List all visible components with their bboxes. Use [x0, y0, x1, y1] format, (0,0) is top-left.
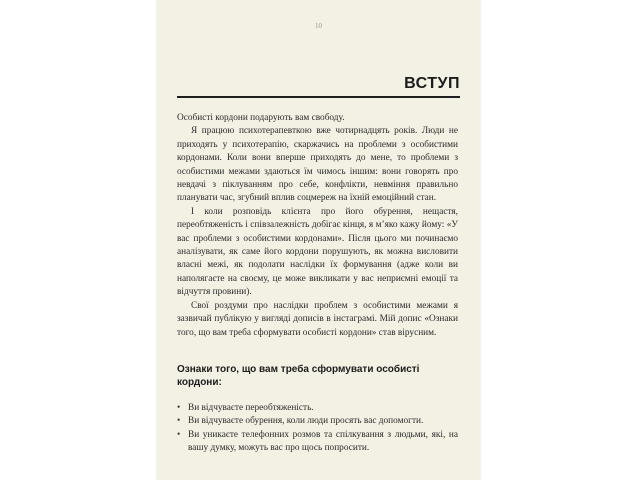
paragraph-2: Я працюю психотерапевткою вже чотирнадцять років. Люди не приходять у психотерапію, скаржачись на проблеми з особистими кордонами. Коли вони вперше приходять до мене, то проблеми з особистими межами здаються їм чимось іншим: вони говорять про невдачі з піклуванням про себе, конфлікти, невміння правильно планувати час, згубний вплив соцмереж на їхній емоційний стан. — [177, 126, 458, 204]
list-item — [177, 402, 458, 415]
list-item-text: Ви уникаєте телефонних розмов та спілкування з людьми, які, на вашу думку, можуть вас про щось попросити. — [188, 429, 458, 454]
page-number: 10 — [315, 22, 322, 30]
list-item — [177, 415, 458, 428]
paragraph-3: І коли розповідь клієнта про його обурення, нещастя, переобтяженість і співзалежність добігає кінця, я м’яко кажу йому: «У вас проблеми з особистими кордонами». Після цього ми починаємо аналізувати, як саме його кордони порушують, як можна висловити власні межі, як подолати наслідки їх формування (адже коли ви наполягаєте на своєму, це може викликати у вас неприємні емоції та відчуття провини). — [177, 206, 458, 298]
paragraph-1: Особисті кордони подарують вам свободу. — [177, 113, 345, 123]
list-item — [177, 429, 458, 456]
chapter-title: ВСТУП — [177, 73, 460, 98]
list-item-text: Ви відчуваєте переобтяженість. — [188, 403, 314, 413]
paragraph-4: Свої роздуми про наслідки проблем з особистими межами я зазвичай публікую у вигляді дописів в інстаграмі. Мій допис «Ознаки того, що вам треба сформувати особисті кордони» став вірусним. — [177, 300, 458, 338]
section-heading: Ознаки того, що вам треба сформувати особисті кордони: — [177, 364, 420, 388]
book-page — [157, 0, 480, 480]
body-text — [177, 112, 458, 340]
bullet-icon: • — [177, 416, 181, 427]
bullet-list — [177, 402, 458, 456]
bullet-icon: • — [177, 403, 181, 413]
bullet-icon: • — [177, 429, 181, 440]
list-item-text: Ви відчуваєте обурення, коли люди просять вас допомогти. — [188, 416, 424, 427]
